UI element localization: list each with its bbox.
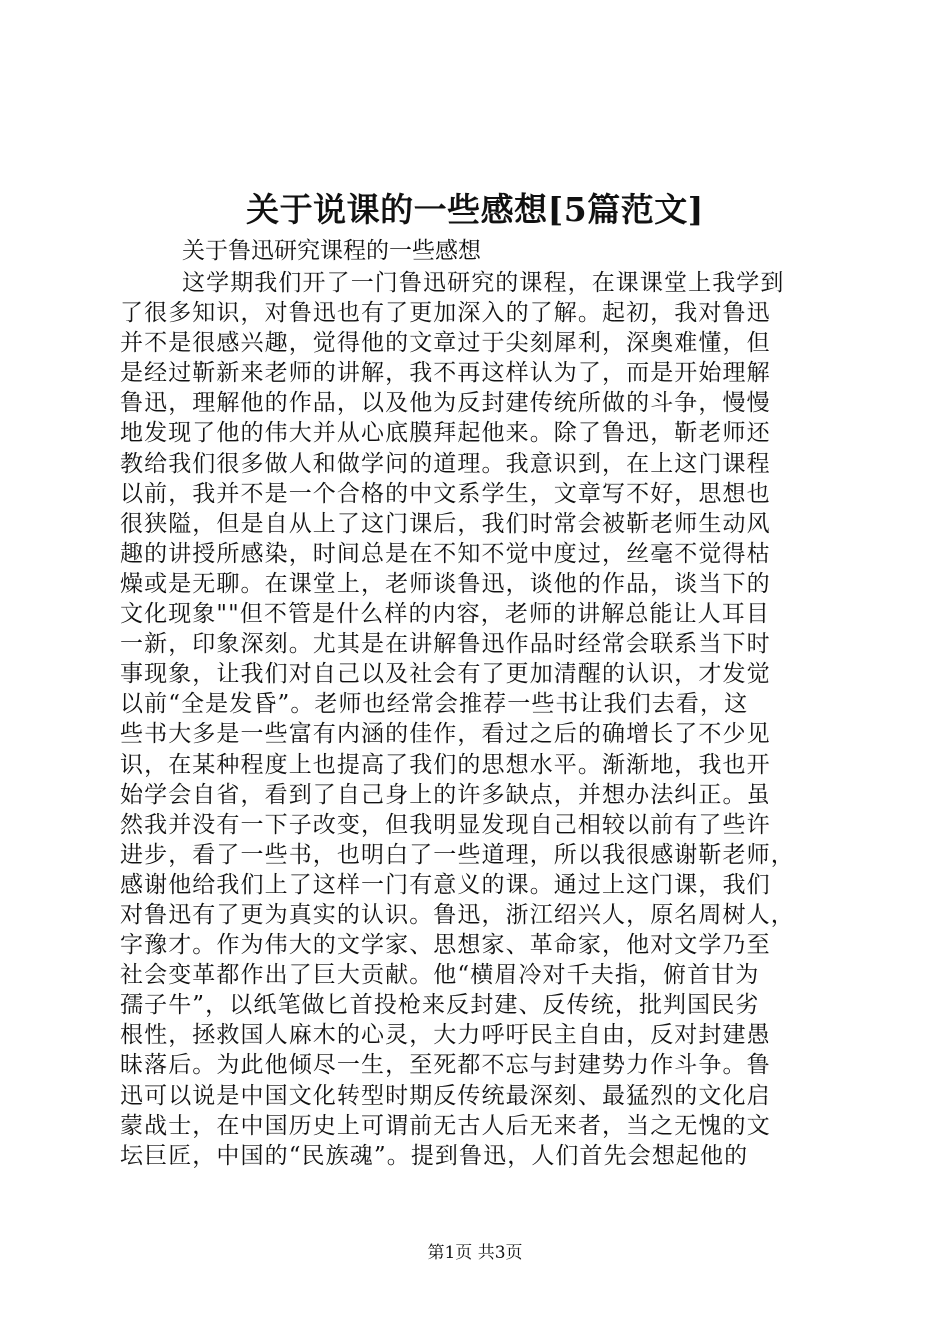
body-line: 根性，拯救国人麻木的心灵，大力呼吁民主自由，反对封建愚 [120, 1022, 771, 1049]
body-line: 燥或是无聊。在课堂上，老师谈鲁迅，谈他的作品，谈当下的 [120, 570, 771, 597]
body-line: 蒙战士，在中国历史上可谓前无古人后无来者，当之无愧的文 [120, 1112, 771, 1139]
body-line: 社会变革都作出了巨大贡献。他“横眉冷对千夫指，俯首甘为 [120, 962, 760, 989]
body-line: 是经过靳新来老师的讲解，我不再这样认为了，而是开始理解 [120, 360, 771, 387]
body-line: 始学会自省，看到了自己身上的许多缺点，并想办法纠正。虽 [120, 781, 771, 808]
section-heading: 关于鲁迅研究课程的一些感想 [182, 238, 481, 264]
body-line: 孺子牛”，以纸笔做匕首投枪来反封建、反传统，批判国民劣 [120, 992, 760, 1019]
body-line: 教给我们很多做人和做学问的道理。我意识到，在上这门课程 [120, 450, 771, 477]
body-line: 鲁迅，理解他的作品，以及他为反封建传统所做的斗争，慢慢 [120, 390, 771, 417]
body-line: 进步，看了一些书，也明白了一些道理，所以我很感谢靳老师， [120, 841, 795, 868]
body-line: 以前，我并不是一个合格的中文系学生，文章写不好，思想也 [120, 480, 771, 507]
body-line: 坛巨匠，中国的“民族魂”。提到鲁迅，人们首先会想起他的 [120, 1142, 749, 1169]
body-line: 地发现了他的伟大并从心底膜拜起他来。除了鲁迅，靳老师还 [120, 420, 771, 447]
body-line: 以前“全是发昏”。老师也经常会推荐一些书让我们去看，这 [120, 691, 749, 718]
body-line: 昧落后。为此他倾尽一生，至死都不忘与封建势力作斗争。鲁 [120, 1052, 771, 1079]
body-line: 了很多知识，对鲁迅也有了更加深入的了解。起初，我对鲁迅 [120, 300, 771, 327]
body-line: 然我并没有一下子改变，但我明显发现自己相较以前有了些许 [120, 811, 771, 838]
body-line: 迅可以说是中国文化转型时期反传统最深刻、最猛烈的文化启 [120, 1082, 771, 1109]
body-line: 些书大多是一些富有内涵的佳作，看过之后的确增长了不少见 [120, 721, 771, 748]
body-line: 并不是很感兴趣，觉得他的文章过于尖刻犀利，深奥难懂，但 [120, 330, 771, 357]
body-line: 一新，印象深刻。尤其是在讲解鲁迅作品时经常会联系当下时 [120, 631, 771, 658]
body-line: 感谢他给我们上了这样一门有意义的课。通过上这门课，我们 [120, 871, 771, 898]
body-line: 文化现象""但不管是什么样的内容，老师的讲解总能让人耳目 [120, 601, 770, 628]
body-line: 识，在某种程度上也提高了我们的思想水平。渐渐地，我也开 [120, 751, 771, 778]
body-line: 这学期我们开了一门鲁迅研究的课程，在课课堂上我学到 [182, 270, 785, 296]
body-line: 趣的讲授所感染，时间总是在不知不觉中度过，丝毫不觉得枯 [120, 540, 771, 567]
document-title: 关于说课的一些感想[5篇范文] [246, 190, 704, 229]
body-line: 事现象，让我们对自己以及社会有了更加清醒的认识，才发觉 [120, 661, 771, 688]
body-paragraph [120, 268, 832, 1171]
page-number-footer: 第1页 共3页 [427, 1243, 523, 1263]
body-line: 对鲁迅有了更为真实的认识。鲁迅，浙江绍兴人，原名周树人， [120, 901, 795, 928]
body-line: 字豫才。作为伟大的文学家、思想家、革命家，他对文学乃至 [120, 932, 771, 959]
body-line: 很狭隘，但是自从上了这门课后，我们时常会被靳老师生动风 [120, 510, 771, 537]
